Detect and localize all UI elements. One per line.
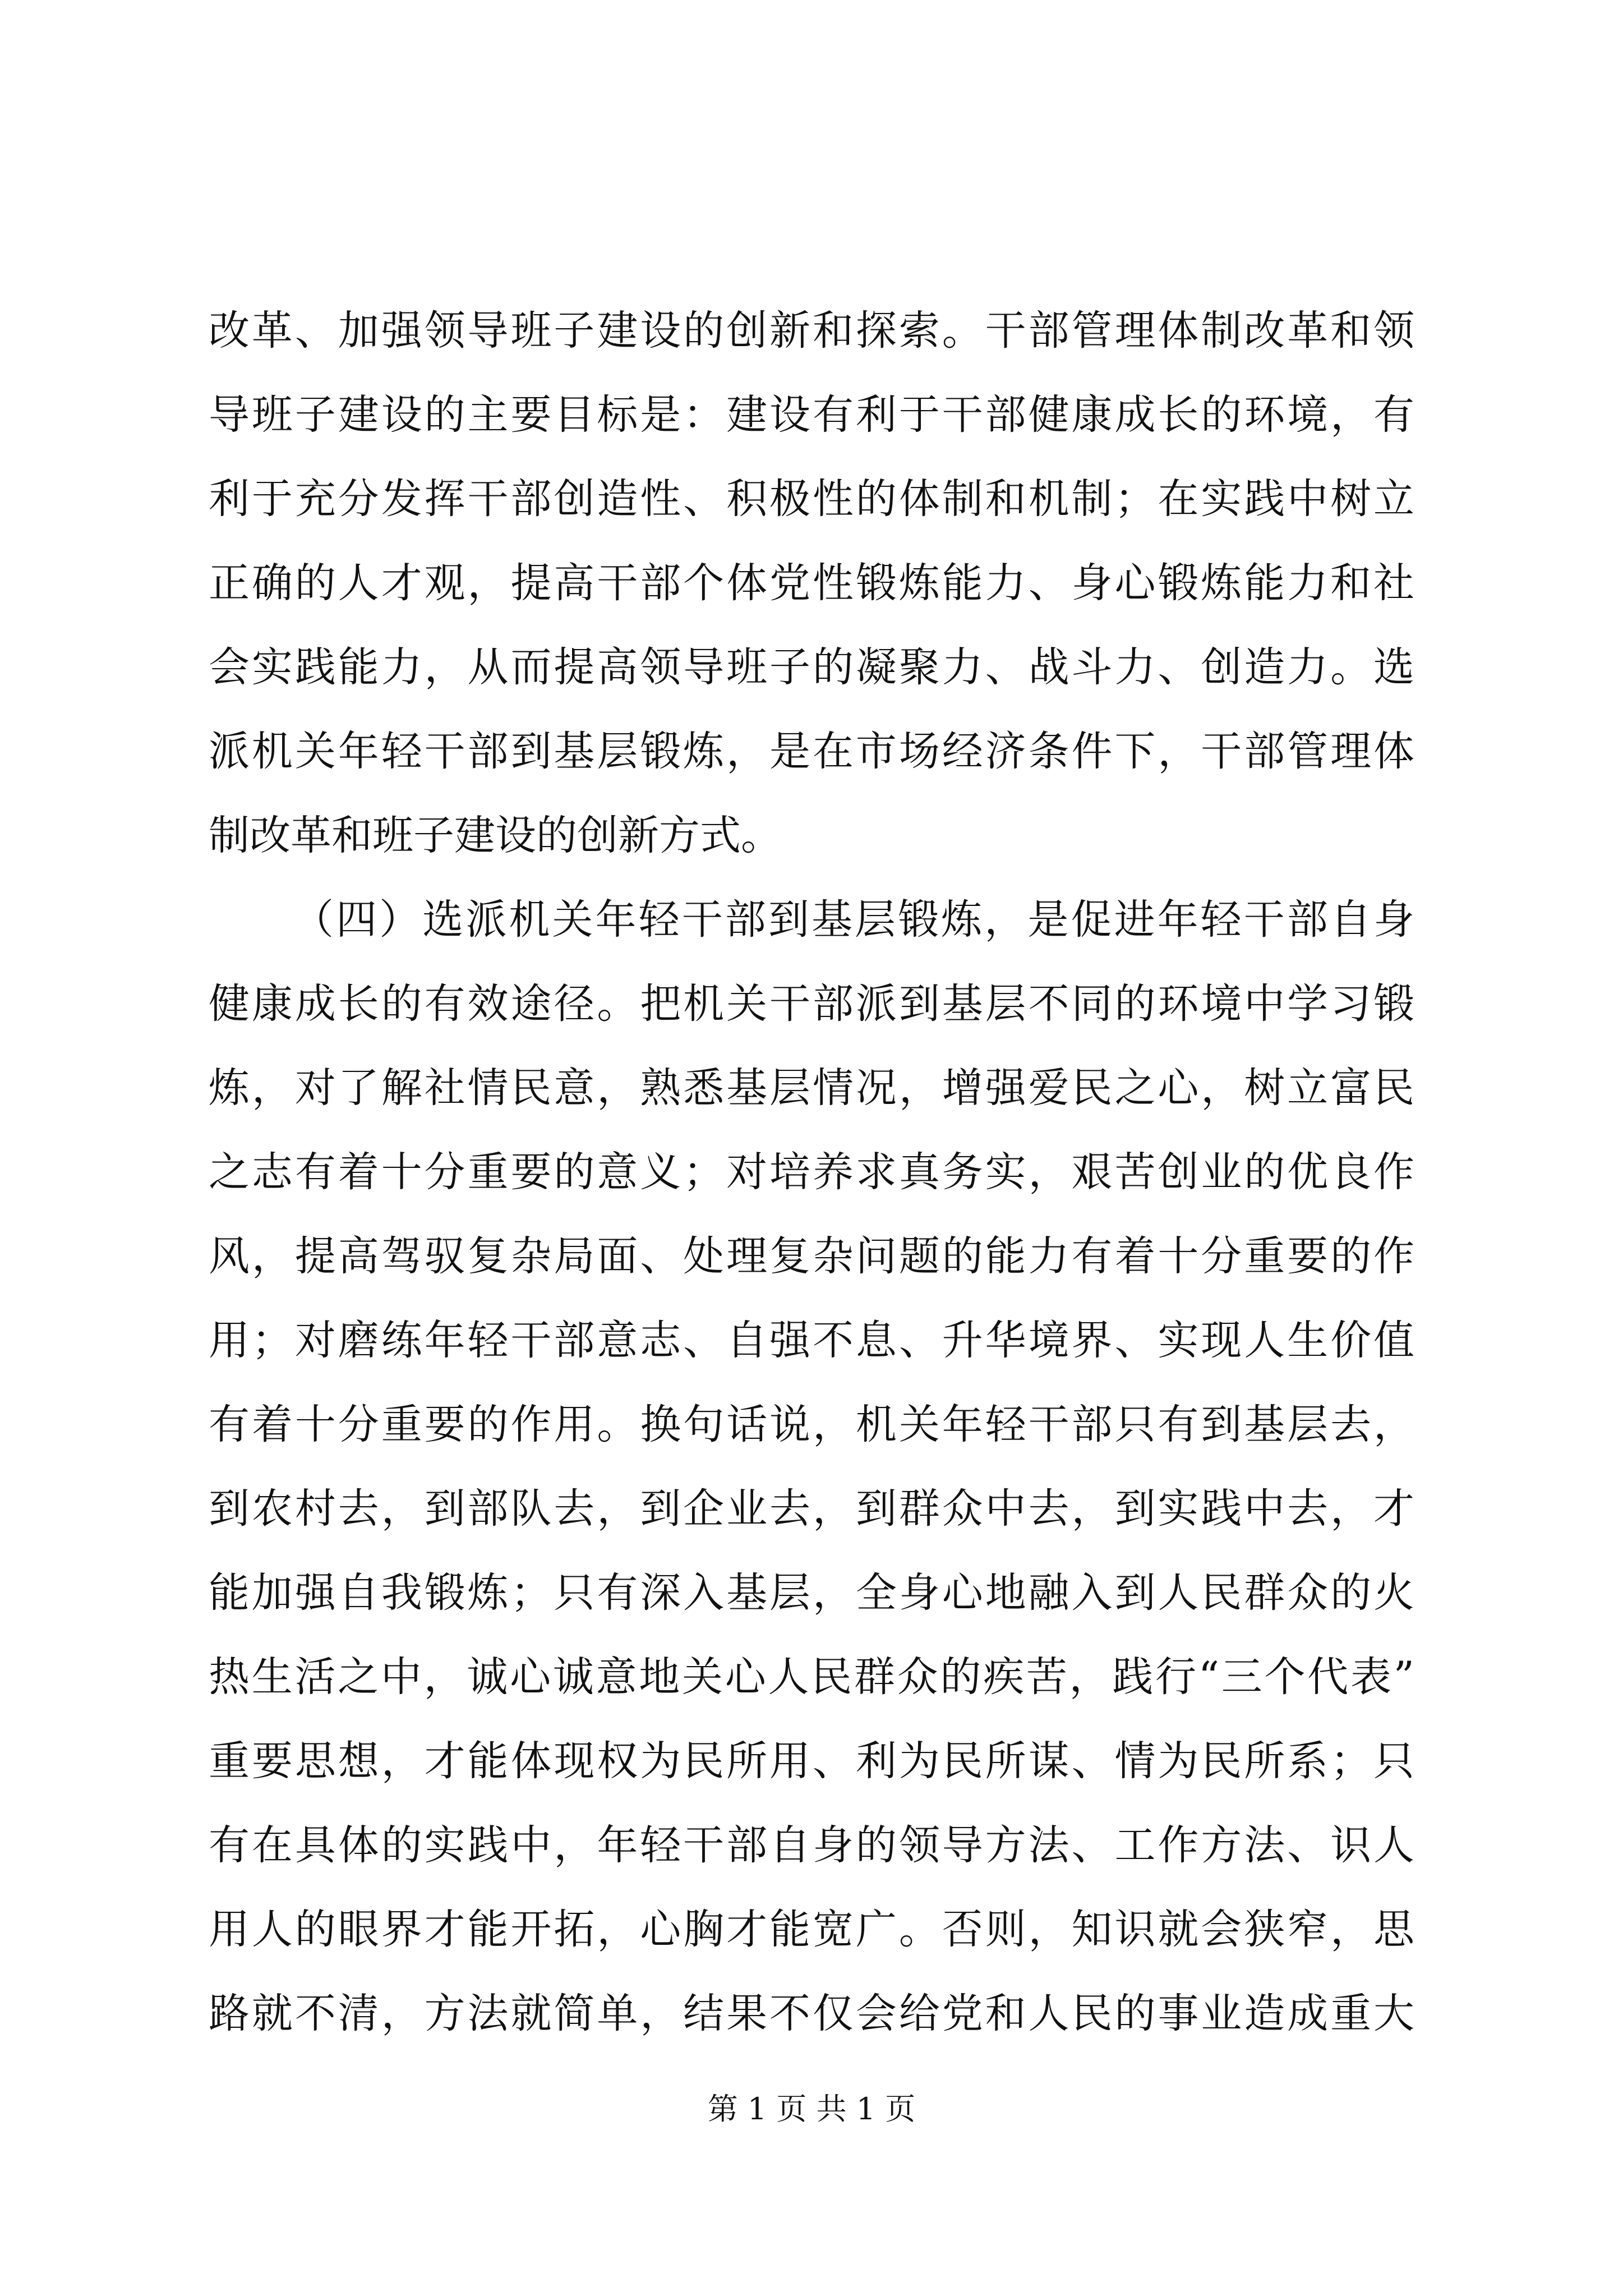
text-line: 有在具体的实践中，年轻干部自身的领导方法、工作方法、识人: [209, 1821, 1414, 1869]
text-line: 路就不清，方法就简单，结果不仅会给党和人民的事业造成重大: [209, 1990, 1414, 2037]
text-line: 利于充分发挥干部创造性、积极性的体制和机制；在实践中树立: [209, 475, 1414, 523]
text-line: 正确的人才观，提高干部个体党性锻炼能力、身心锻炼能力和社: [209, 559, 1414, 607]
text-line: 能加强自我锻炼；只有深入基层，全身心地融入到人民群众的火: [209, 1569, 1414, 1617]
text-line: 之志有着十分重要的意义；对培养求真务实，艰苦创业的优良作: [209, 1148, 1414, 1196]
text-line: 派机关年轻干部到基层锻炼，是在市场经济条件下，干部管理体: [209, 728, 1414, 775]
page-footer: 第 1 页 共 1 页: [707, 2091, 916, 2127]
section-heading-line: （四）选派机关年轻干部到基层锻炼，是促进年轻干部自身: [293, 896, 1414, 944]
text-line: 热生活之中，诚心诚意地关心人民群众的疾苦，践行“三个代表”: [209, 1653, 1414, 1701]
text-line: 风，提高驾驭复杂局面、处理复杂问题的能力有着十分重要的作: [209, 1232, 1414, 1280]
text-line: 导班子建设的主要目标是：建设有利于干部健康成长的环境，有: [209, 391, 1414, 439]
text-line: 炼，对了解社情民意，熟悉基层情况，增强爱民之心，树立富民: [209, 1064, 1414, 1112]
text-line: 制改革和班子建设的创新方式。: [209, 812, 782, 859]
text-line: 到农村去，到部队去，到企业去，到群众中去，到实践中去，才: [209, 1485, 1414, 1533]
body-text: [209, 289, 1414, 2056]
text-line: 用人的眼界才能开拓，心胸才能宽广。否则，知识就会狭窄，思: [209, 1906, 1414, 1953]
text-line: 健康成长的有效途径。把机关干部派到基层不同的环境中学习锻: [209, 980, 1414, 1028]
text-line: 用；对磨练年轻干部意志、自强不息、升华境界、实现人生价值: [209, 1317, 1414, 1364]
text-line: 改革、加强领导班子建设的创新和探索。干部管理体制改革和领: [209, 307, 1414, 355]
text-line: 会实践能力，从而提高领导班子的凝聚力、战斗力、创造力。选: [209, 643, 1414, 691]
text-line: 重要思想，才能体现权为民所用、利为民所谋、情为民所系；只: [209, 1737, 1414, 1785]
text-line: 有着十分重要的作用。换句话说，机关年轻干部只有到基层去，: [209, 1401, 1414, 1448]
